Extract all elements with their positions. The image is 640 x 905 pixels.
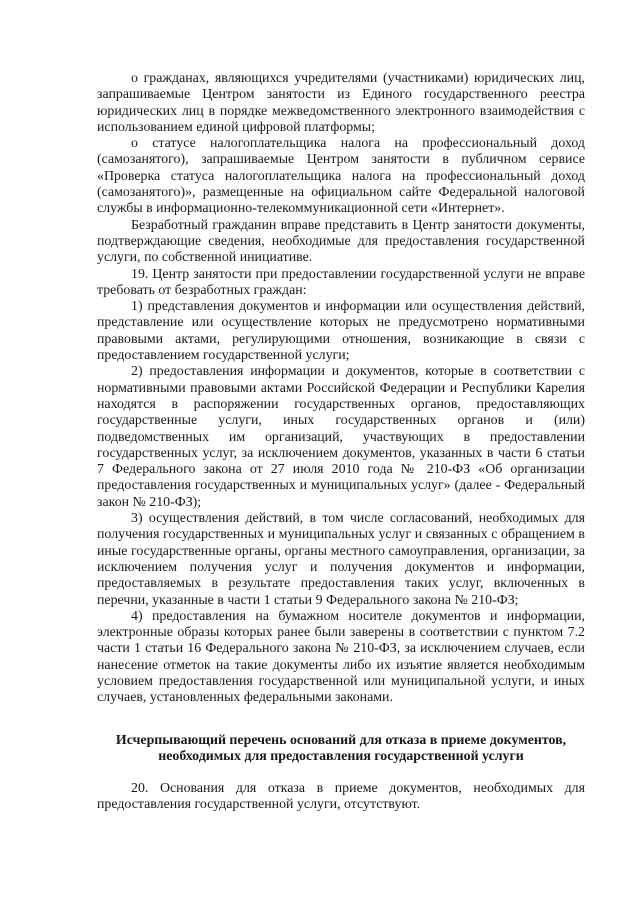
paragraph-item-19: 19. Центр занятости при предоставлении государственной услуги не вправе требовать от безработных граждан: — [97, 266, 585, 298]
paragraph-sub-3: 3) осуществления действий, в том числе согласований, необходимых для получения государственных и муниципальных услуг и связанных с обращением в иные государственные органы, органы местного самоуправления, организации, за исключением получения услуг и получения документов и информации, предоставляемых в результате предоставления таких услуг, включенных в перечни, указанные в части 1 статьи 9 Федерального закона № 210-ФЗ; — [97, 511, 585, 608]
paragraph-sub-4: 4) предоставления на бумажном носителе документов и информации, электронные образы которых ранее были заверены в соответствии с пунктом 7.2 части 1 статьи 16 Федерального закона № 210-ФЗ, за исключением случаев, если нанесение отметок на такие документы либо их изъятие является необходимым условием предоставления государственной или муниципальной услуги, и иных случаев, установленных федеральными законами. — [97, 608, 585, 706]
paragraph-item-20: 20. Основания для отказа в приеме документов, необходимых для предоставления государственной услуги, отсутствуют. — [97, 781, 585, 813]
paragraph-self-employed-status: о статусе налогоплательщика налога на профессиональный доход (самозанятого), запрашиваемые Центром занятости в публичном сервисе «Проверка статуса налогоплательщика налога на профессиональный доход (самозанятого)», размещенные на официальном сайте Федеральной налоговой службы в информационно-телекоммуникационной сети «Интернет». — [97, 136, 585, 217]
paragraph-founders-info: о гражданах, являющихся учредителями (участниками) юридических лиц, запрашиваемые Центром занятости из Единого государственного реестра юридических лиц в порядке межведомственного электронного взаимодействия с использованием единой цифровой платформы; — [97, 71, 585, 135]
paragraph-sub-2: 2) предоставления информации и документов, которые в соответствии с нормативными правовыми актами Российской Федерации и Республики Карелия находятся в распоряжении государственных органов, предоставляющих государственные услуги, иных государственных органов и (или) подведомственных им организаций, участвующих в предоставлении государственных услуг, за исключением документов, указанных в части 6 статьи 7 Федерального закона от 27 июля 2010 года № 210-ФЗ «Об организации предоставления государственных и муниципальных услуг» (далее - Федеральный закон № 210-ФЗ); — [97, 364, 585, 510]
paragraph-sub-1: 1) представления документов и информации или осуществления действий, представление или осуществление которых не предусмотрено нормативными правовыми актами, регулирующими отношения, возникающие в связи с предоставлением государственной услуги; — [97, 299, 585, 364]
paragraph-own-initiative: Безработный гражданин вправе представить в Центр занятости документы, подтверждающие сведения, необходимые для предоставления государственной услуги, по собственной инициативе. — [97, 217, 585, 266]
section-heading: Исчерпывающий перечень оснований для отказа в приеме документов, необходимых для предоставления государственной услуги — [115, 732, 567, 764]
